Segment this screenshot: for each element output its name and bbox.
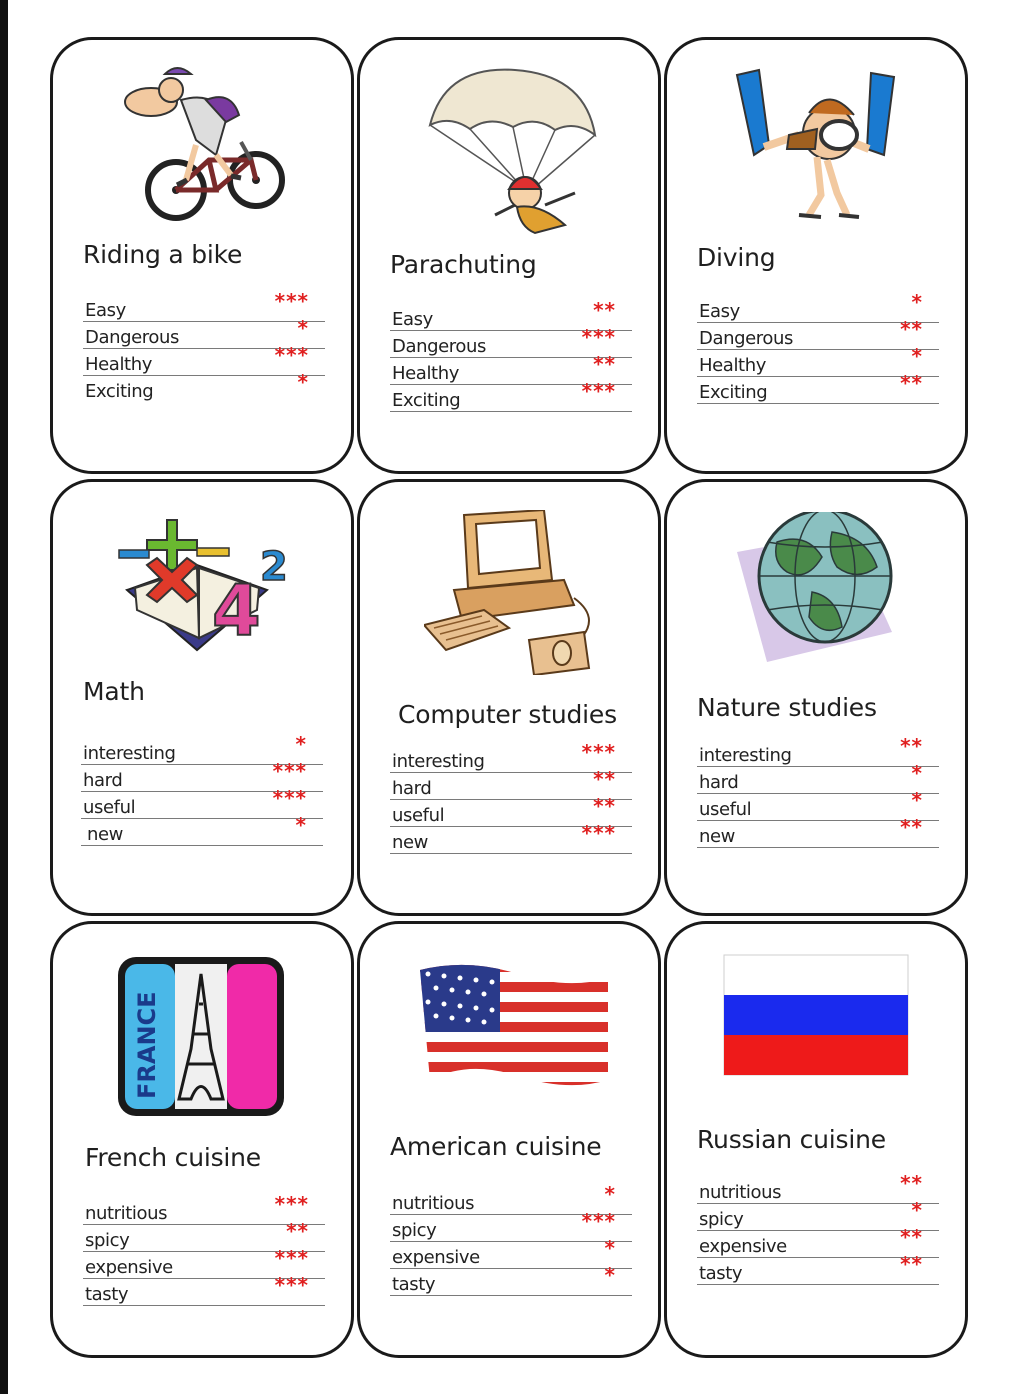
row-label: nutritious [392, 1193, 475, 1214]
row-rating: * [604, 1182, 616, 1206]
row-rating: * [604, 1263, 616, 1287]
row-rating: * [911, 344, 923, 368]
row-label: spicy [85, 1230, 130, 1251]
card-title: Russian cuisine [697, 1125, 886, 1154]
table-row [83, 1273, 325, 1306]
card-title: Riding a bike [83, 240, 243, 269]
table-row [390, 1263, 632, 1296]
row-label: Healthy [699, 355, 766, 376]
row-label: Dangerous [85, 327, 180, 348]
table-row [390, 821, 632, 854]
parachute-icon [425, 65, 600, 235]
row-label: interesting [699, 745, 792, 766]
rating-table [697, 290, 939, 404]
row-rating: ** [593, 352, 616, 376]
row-label: expensive [699, 1236, 787, 1257]
row-label: Healthy [85, 354, 152, 375]
row-label: interesting [392, 751, 485, 772]
table-row [81, 786, 323, 819]
svg-text:4: 4 [212, 570, 261, 652]
row-label: Healthy [392, 363, 459, 384]
row-label: Dangerous [699, 328, 794, 349]
row-rating: *** [272, 786, 307, 810]
row-rating: *** [274, 1192, 309, 1216]
card-diving [664, 37, 968, 474]
card-title: Parachuting [390, 250, 537, 279]
table-row [83, 343, 325, 376]
table-row [390, 1209, 632, 1242]
table-row [697, 1252, 939, 1285]
card-riding-a-bike [50, 37, 354, 474]
cyclist-icon [121, 60, 291, 225]
rating-table [390, 740, 632, 854]
row-label: Easy [85, 300, 126, 321]
row-label: interesting [83, 743, 176, 764]
row-rating: ** [900, 734, 923, 758]
row-rating: * [911, 761, 923, 785]
table-row [83, 370, 325, 402]
row-rating: ** [900, 317, 923, 341]
row-label: tasty [699, 1263, 743, 1284]
row-rating: *** [274, 343, 309, 367]
rating-table [697, 734, 939, 848]
row-rating: * [297, 316, 309, 340]
card-title: Nature studies [697, 693, 877, 722]
row-rating: *** [581, 740, 616, 764]
card-title: Math [83, 677, 145, 706]
rating-table [81, 732, 323, 846]
table-row [390, 379, 632, 412]
row-rating: ** [900, 1225, 923, 1249]
france-flag-icon [115, 954, 287, 1119]
row-rating: * [604, 1236, 616, 1260]
card-title: Diving [697, 243, 776, 272]
row-label: Exciting [85, 381, 154, 402]
row-label: Easy [392, 309, 433, 330]
row-label: useful [699, 799, 752, 820]
row-label: expensive [392, 1247, 480, 1268]
row-rating: * [911, 1198, 923, 1222]
row-label: useful [83, 797, 136, 818]
table-row [697, 317, 939, 350]
row-rating: * [297, 370, 309, 394]
card-title: Computer studies [398, 700, 617, 729]
row-rating: ** [286, 1219, 309, 1243]
card-title: American cuisine [390, 1132, 602, 1161]
card-french-cuisine [50, 921, 354, 1358]
table-row [697, 734, 939, 767]
row-label: tasty [85, 1284, 129, 1305]
page-left-edge [0, 0, 8, 1394]
row-rating: *** [581, 379, 616, 403]
card-parachuting [357, 37, 661, 474]
row-rating: * [295, 813, 307, 837]
globe-icon [737, 512, 897, 667]
card-nature-studies [664, 479, 968, 916]
row-label: new [392, 832, 429, 853]
row-rating: *** [274, 1273, 309, 1297]
row-rating: *** [581, 1209, 616, 1233]
row-rating: *** [274, 1246, 309, 1270]
russia-flag-icon [723, 954, 909, 1076]
row-rating: ** [900, 1252, 923, 1276]
diver-icon [729, 65, 909, 225]
card-american-cuisine [357, 921, 661, 1358]
row-label: nutritious [699, 1182, 782, 1203]
row-label: Exciting [699, 382, 768, 403]
rating-table [83, 289, 325, 402]
math-book-icon [117, 510, 292, 655]
row-rating: ** [900, 1171, 923, 1195]
card-russian-cuisine [664, 921, 968, 1358]
row-rating: ** [900, 815, 923, 839]
row-label: spicy [392, 1220, 437, 1241]
rating-table [697, 1171, 939, 1285]
row-label: hard [83, 770, 123, 791]
table-row [697, 1171, 939, 1204]
row-rating: *** [581, 325, 616, 349]
table-row [697, 371, 939, 404]
row-rating: * [911, 788, 923, 812]
row-label: nutritious [85, 1203, 168, 1224]
row-label: new [699, 826, 736, 847]
row-label: expensive [85, 1257, 173, 1278]
row-rating: * [911, 290, 923, 314]
row-label: tasty [392, 1274, 436, 1295]
row-label: hard [699, 772, 739, 793]
france-label: FRANCE [133, 991, 161, 1099]
rating-table [390, 1182, 632, 1296]
table-row [390, 1236, 632, 1269]
table-row [697, 815, 939, 848]
row-rating: * [295, 732, 307, 756]
card-math [50, 479, 354, 916]
row-label: spicy [699, 1209, 744, 1230]
row-label: useful [392, 805, 445, 826]
computer-icon [424, 510, 604, 675]
row-rating: ** [593, 767, 616, 791]
row-label: Exciting [392, 390, 461, 411]
svg-text:2: 2 [260, 544, 288, 590]
rating-table [390, 298, 632, 412]
card-computer-studies [357, 479, 661, 916]
row-label: new [87, 824, 124, 845]
row-rating: ** [593, 298, 616, 322]
row-label: hard [392, 778, 432, 799]
row-label: Dangerous [392, 336, 487, 357]
card-title: French cuisine [85, 1143, 261, 1172]
row-rating: ** [593, 794, 616, 818]
usa-flag-icon [418, 962, 610, 1092]
row-rating: ** [900, 371, 923, 395]
row-rating: *** [274, 289, 309, 313]
table-row [83, 289, 325, 322]
table-row [697, 761, 939, 794]
row-label: Easy [699, 301, 740, 322]
row-rating: *** [581, 821, 616, 845]
rating-table [83, 1192, 325, 1306]
row-rating: *** [272, 759, 307, 783]
table-row [81, 813, 323, 846]
